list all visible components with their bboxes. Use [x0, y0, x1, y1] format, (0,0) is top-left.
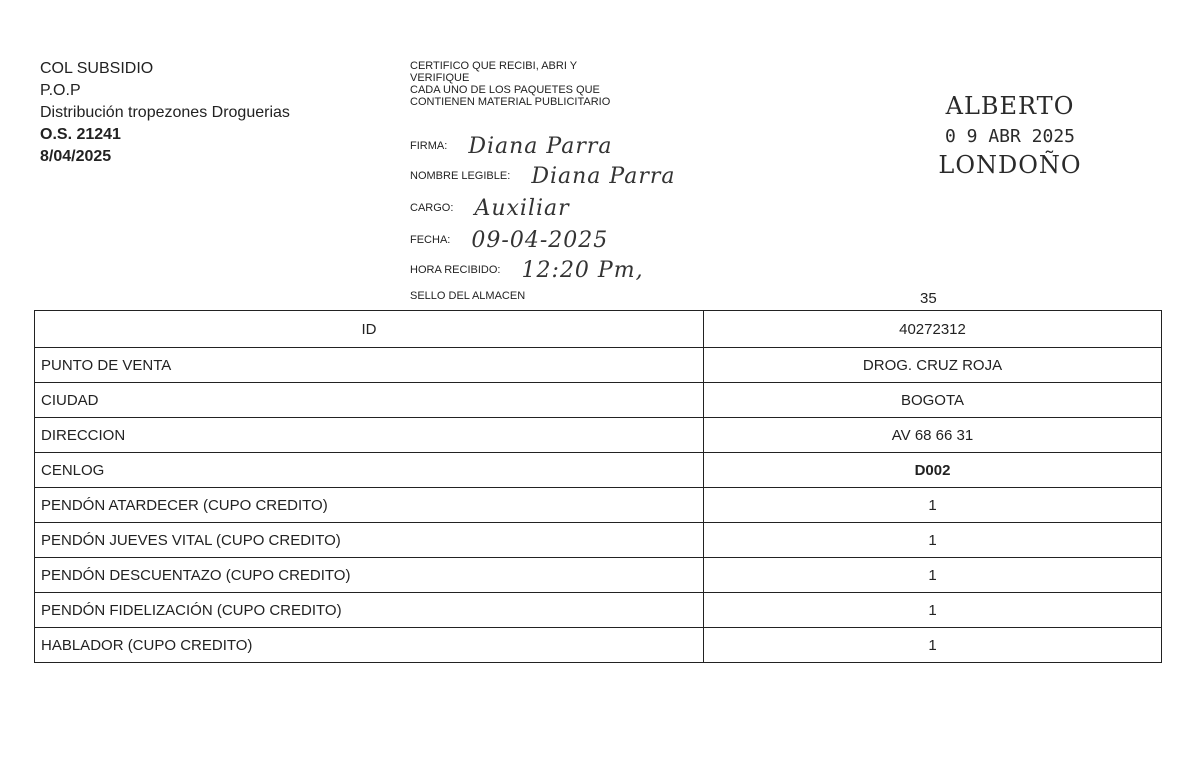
row-label: CENLOG — [35, 453, 704, 488]
page-number: 35 — [920, 290, 937, 307]
delivery-table — [34, 310, 1162, 663]
table-row — [35, 488, 1162, 523]
row-value: D002 — [704, 453, 1162, 488]
program-code: P.O.P — [40, 82, 81, 99]
certificate-text — [410, 60, 610, 108]
store-seal-field — [410, 290, 525, 302]
table-row — [35, 453, 1162, 488]
sender-block — [40, 58, 290, 168]
stamp-last-name: LONDOÑO — [938, 151, 1082, 179]
cert-line: CERTIFICO QUE RECIBI, ABRI Y — [410, 60, 578, 72]
row-label: CIUDAD — [35, 383, 704, 418]
row-value: DROG. CRUZ ROJA — [704, 348, 1162, 383]
row-value: 40272312 — [704, 311, 1162, 348]
field-label: FIRMA: — [410, 140, 448, 152]
stamp-first-name: ALBERTO — [945, 92, 1075, 120]
row-value: 1 — [704, 628, 1162, 663]
row-label: PENDÓN FIDELIZACIÓN (CUPO CREDITO) — [35, 593, 704, 628]
cert-line: VERIFIQUE — [410, 72, 470, 84]
legible-name-field — [410, 164, 675, 189]
handwritten-signature: Diana Parra — [468, 134, 613, 159]
org-name: COL SUBSIDIO — [40, 60, 154, 77]
order-number: O.S. 21241 — [40, 126, 121, 143]
row-label: PUNTO DE VENTA — [35, 348, 704, 383]
row-label: PENDÓN DESCUENTAZO (CUPO CREDITO) — [35, 558, 704, 593]
field-label: FECHA: — [410, 234, 451, 246]
row-value: 1 — [704, 488, 1162, 523]
signature-field — [410, 134, 613, 159]
field-label: HORA RECIBIDO: — [410, 264, 501, 276]
table-row — [35, 523, 1162, 558]
table-row — [35, 348, 1162, 383]
row-label: HABLADOR (CUPO CREDITO) — [35, 628, 704, 663]
cert-line: CONTIENEN MATERIAL PUBLICITARIO — [410, 96, 611, 108]
table-row — [35, 628, 1162, 663]
date-field — [410, 228, 608, 253]
cert-line: CADA UNO DE LOS PAQUETES QUE — [410, 84, 600, 96]
field-label: CARGO: — [410, 202, 454, 214]
field-label: SELLO DEL ALMACEN — [410, 290, 526, 302]
field-label: NOMBRE LEGIBLE: — [410, 170, 511, 182]
table-row — [35, 418, 1162, 453]
row-value: 1 — [704, 523, 1162, 558]
received-time-field — [410, 258, 644, 283]
table-row — [35, 383, 1162, 418]
row-label: DIRECCION — [35, 418, 704, 453]
row-label: PENDÓN ATARDECER (CUPO CREDITO) — [35, 488, 704, 523]
row-value: AV 68 66 31 — [704, 418, 1162, 453]
row-value: 1 — [704, 593, 1162, 628]
position-field — [410, 196, 570, 221]
handwritten-time: 12:20 Pm, — [521, 258, 644, 283]
receiver-stamp — [935, 92, 1085, 179]
stamp-date: 0 9 ABR 2025 — [944, 126, 1076, 147]
handwritten-date: 09-04-2025 — [471, 228, 609, 253]
document-date: 8/04/2025 — [40, 148, 112, 165]
row-value: BOGOTA — [704, 383, 1162, 418]
table-row — [35, 558, 1162, 593]
row-label: PENDÓN JUEVES VITAL (CUPO CREDITO) — [35, 523, 704, 558]
table-row — [35, 311, 1162, 348]
table-row — [35, 593, 1162, 628]
row-value: 1 — [704, 558, 1162, 593]
row-label: ID — [35, 311, 704, 348]
handwritten-name: Diana Parra — [531, 164, 676, 189]
handwritten-position: Auxiliar — [474, 196, 570, 221]
distribution-title: Distribución tropezones Droguerias — [40, 104, 290, 121]
